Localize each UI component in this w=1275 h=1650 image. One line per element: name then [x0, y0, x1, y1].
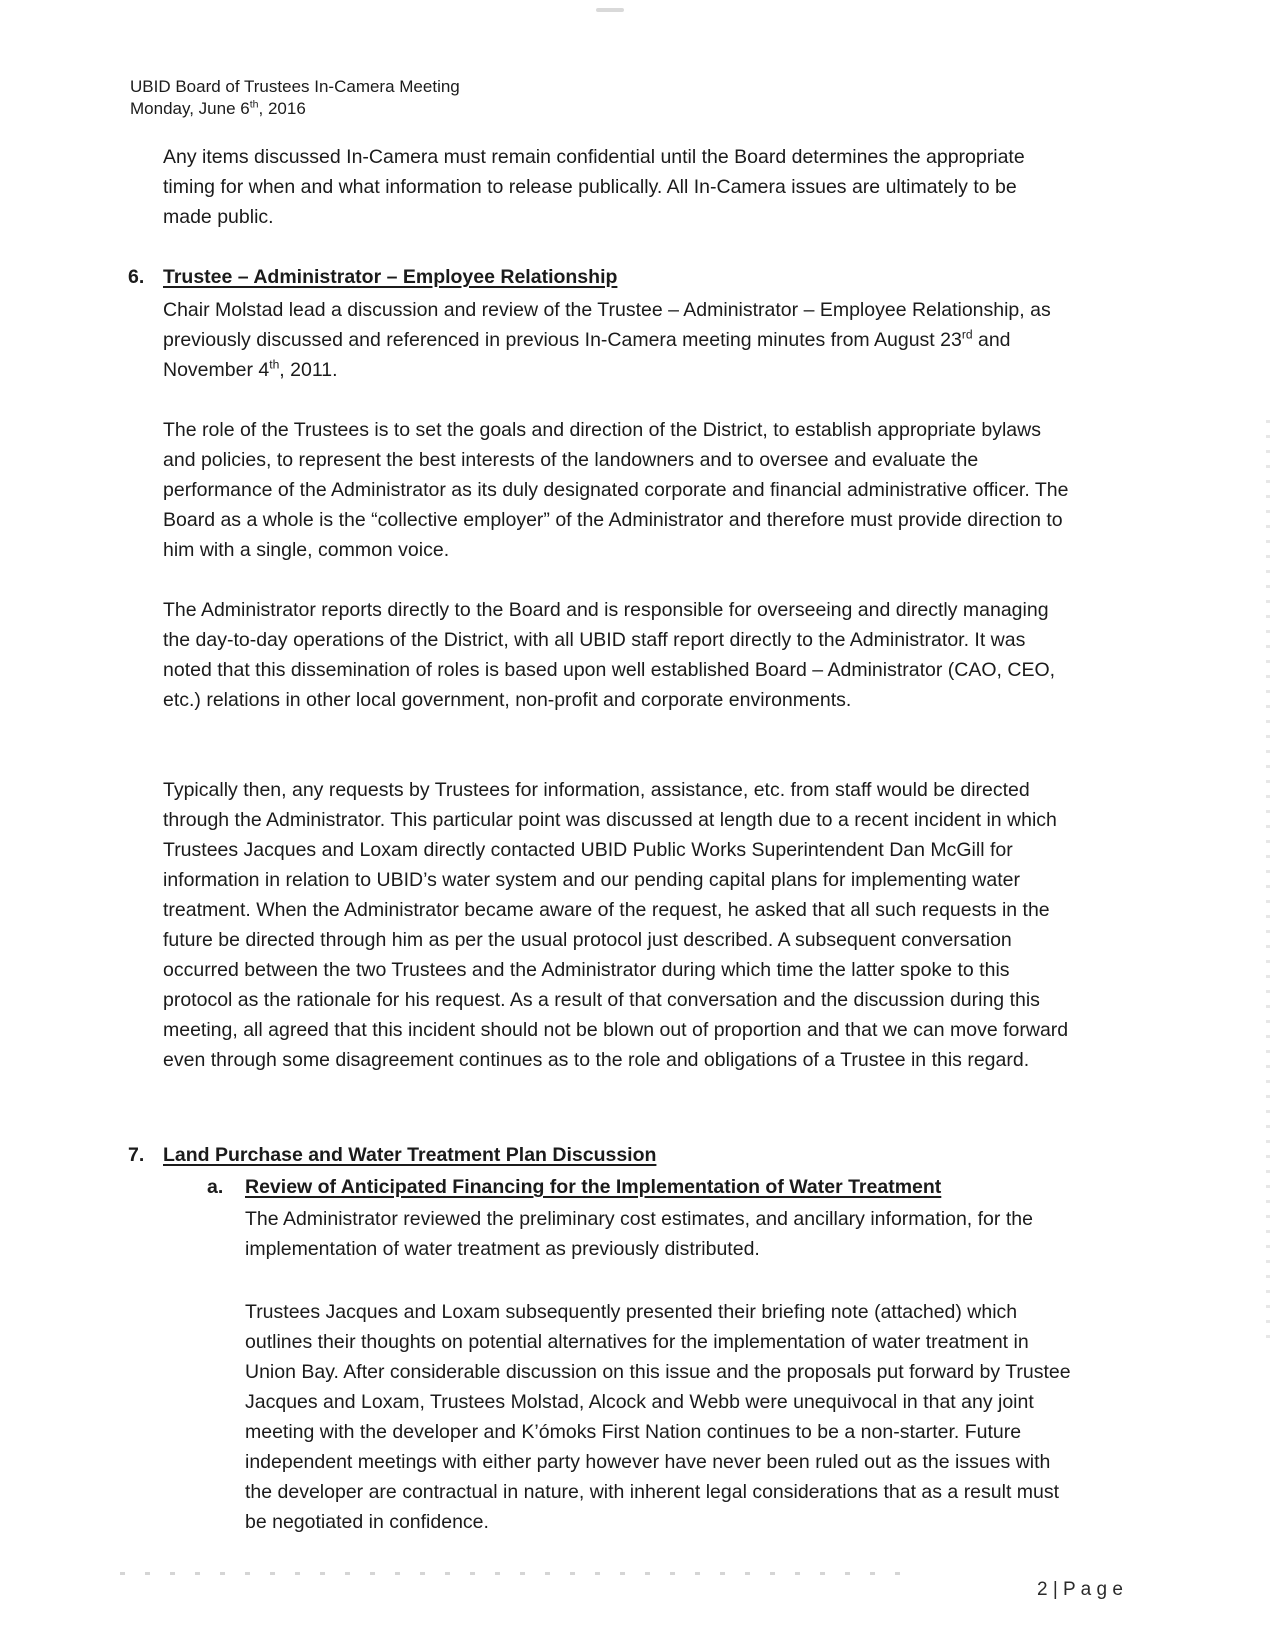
- header-date: [130, 98, 460, 120]
- header-date-ordinal: th: [249, 98, 259, 111]
- header-title: UBID Board of Trustees In-Camera Meeting: [130, 77, 460, 96]
- header-date-prefix: Monday, June 6: [130, 99, 250, 118]
- scan-artifact-bottom-streak: [120, 1572, 900, 1575]
- document-header: [130, 76, 460, 120]
- paragraph-text: and November 4: [163, 329, 1011, 381]
- section-6-paragraph-2: The role of the Trustees is to set the goals and direction of the District, to establish appropriate bylaws and policies, to represent the best interests of the landowners and to oversee and evaluate the performance of the Administrator as its duly designated corporate and financial administrative officer. The Board as a whole is the “collective employer” of the Administrator and therefore must provide direction to him with a single, common voice.: [163, 419, 1069, 561]
- paragraph-text: , 2011.: [279, 359, 338, 381]
- subsection-a-letter: a.: [207, 1176, 224, 1198]
- paragraph-text: Chair Molstad lead a discussion and review of the Trustee – Administrator – Employee Relationship, as previously discussed and referenced in previous In-Camera meeting minutes from August 23: [163, 299, 1051, 351]
- subsection-a-paragraph-1: The Administrator reviewed the preliminary cost estimates, and ancillary information, for the implementation of water treatment as previously distributed.: [245, 1208, 1033, 1260]
- section-6-paragraph-3: The Administrator reports directly to the Board and is responsible for overseeing and directly managing the day-to-day operations of the District, with all UBID staff report directly to the Administrator. It was noted that this dissemination of roles is based upon well established Board – Administrator (CAO, CEO, etc.) relations in other local government, non-profit and corporate environments.: [163, 599, 1056, 711]
- page-footer: 2 | P a g e: [1037, 1579, 1123, 1600]
- subsection-a-heading: [207, 1172, 941, 1202]
- ordinal-th: th: [269, 357, 280, 372]
- section-6-paragraph-1: [163, 295, 1073, 385]
- section-7-number: 7.: [128, 1144, 145, 1166]
- header-date-suffix: , 2016: [258, 99, 306, 118]
- section-6-paragraph-4: Typically then, any requests by Trustees for information, assistance, etc. from staff would be directed through the Administrator. This particular point was discussed at length due to a recent incident in which Trustees Jacques and Loxam directly contacted UBID Public Works Superintendent Dan McGill for information in relation to UBID’s water system and our pending capital plans for implementing water treatment. When the Administrator became aware of the request, he asked that all such requests in the future be directed through him as per the usual protocol just described. A subsequent conversation occurred between the two Trustees and the Administrator during which time the latter spoke to this protocol as the rationale for his request. As a result of that conversation and the discussion during this meeting, all agreed that this incident should not be blown out of proportion and that we can move forward even through some disagreement continues as to the role and obligations of a Trustee in this regard.: [163, 779, 1069, 1071]
- section-6-title: Trustee – Administrator – Employee Relationship: [163, 266, 618, 288]
- section-6-number: 6.: [128, 266, 145, 288]
- scan-artifact-top-dash: [596, 8, 624, 12]
- section-7-title: Land Purchase and Water Treatment Plan Discussion: [163, 1144, 657, 1166]
- scan-artifact-right-edge: [1266, 420, 1270, 1350]
- intro-paragraph: Any items discussed In-Camera must remain confidential until the Board determines the appropriate timing for when and what information to release publically. All In-Camera issues are ultimately to be made public.: [163, 146, 1025, 228]
- subsection-a-title: Review of Anticipated Financing for the Implementation of Water Treatment: [245, 1176, 942, 1198]
- ordinal-rd: rd: [961, 327, 973, 342]
- section-7-heading: [128, 1140, 656, 1170]
- subsection-a-paragraph-2: Trustees Jacques and Loxam subsequently presented their briefing note (attached) which outlines their thoughts on potential alternatives for the implementation of water treatment in Union Bay. After considerable discussion on this issue and the proposals put forward by Trustee Jacques and Loxam, Trustees Molstad, Alcock and Webb were unequivocal in that any joint meeting with the developer and K’ómoks First Nation continues to be a non-starter. Future independent meetings with either party however have never been ruled out as the issues with the developer are contractual in nature, with inherent legal considerations that as a result must be negotiated in confidence.: [245, 1301, 1071, 1533]
- section-6-heading: [128, 262, 617, 292]
